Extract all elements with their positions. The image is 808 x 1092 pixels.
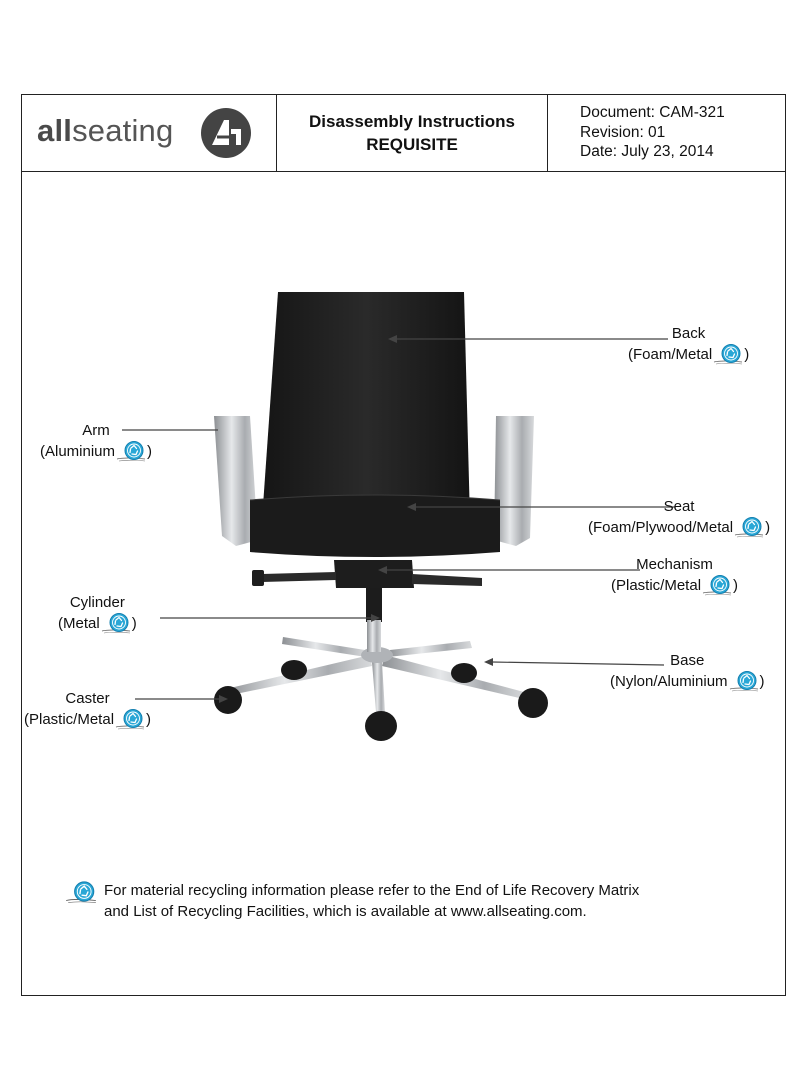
footnote-line-2: and List of Recycling Facilities, which is available at www.allseating.com. [104,903,587,920]
part-material-arm: (Aluminium [40,442,116,460]
footnote-line-1: For material recycling information please refer to the End of Life Recovery Matrix [104,882,640,899]
recycle-icon [100,612,132,634]
part-label-back: Back (Foam/Metal ) [628,324,749,365]
recycling-footnote [64,880,704,922]
part-name-back: Back [671,325,706,342]
revision-number: Revision: 01 [580,123,666,141]
part-label-arm: Arm (Aluminium ) [40,421,152,462]
part-material-mechanism: (Plastic/Metal [611,576,702,594]
document-header [22,95,785,172]
document-number: Document: CAM-321 [580,104,725,121]
logo-cell [22,95,277,171]
part-label-cylinder: Cylinder (Metal ) [58,593,137,634]
part-name-seat: Seat [663,498,695,515]
part-material-back: (Foam/Metal [628,345,713,363]
recycle-icon [701,574,733,596]
document-title: Disassembly Instructions [309,112,515,131]
part-name-caster: Caster [65,690,110,707]
recycle-icon [728,670,760,692]
part-label-base: Base (Nylon/Aluminium ) [610,651,765,692]
document-frame [21,94,786,996]
part-name-mechanism: Mechanism [636,556,713,573]
recycle-icon [712,343,744,365]
part-name-base: Base [670,652,705,669]
recycle-icon [114,708,146,730]
part-material-cylinder: (Metal [58,614,100,632]
part-material-base: (Nylon/Aluminium [610,672,728,690]
part-name-arm: Arm [82,422,110,439]
part-material-seat: (Foam/Plywood/Metal [588,518,734,536]
recycle-icon [733,516,765,538]
part-label-caster: Caster (Plastic/Metal ) [24,689,151,730]
part-name-cylinder: Cylinder [69,594,125,611]
document-info-cell [548,95,787,171]
part-material-caster: (Plastic/Metal [24,710,115,728]
document-date: Date: July 23, 2014 [580,143,714,160]
recycle-icon [64,880,98,904]
part-label-seat: Seat (Foam/Plywood/Metal ) [588,497,770,538]
recycle-icon [115,440,147,462]
title-cell [277,95,548,171]
part-label-mechanism: Mechanism (Plastic/Metal ) [611,555,738,596]
brand-wordmark: allseating [37,113,174,148]
allseating-logo-mark-icon [195,107,257,159]
product-name: REQUISITE [366,135,458,154]
